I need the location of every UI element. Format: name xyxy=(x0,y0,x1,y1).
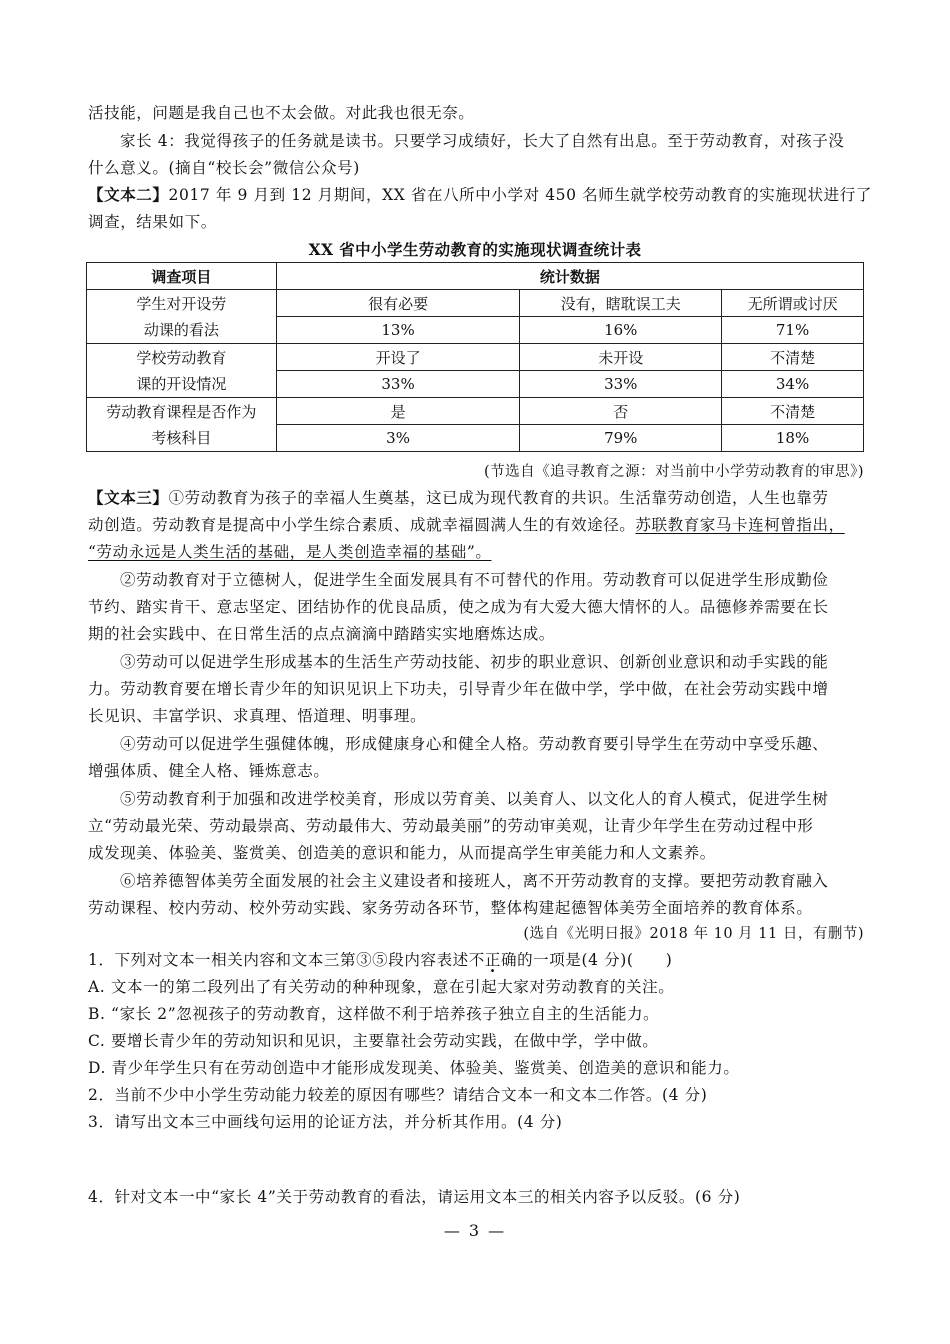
row-item: 学生对开设劳 动课的看法 xyxy=(87,290,277,344)
option-d: D. 青少年学生只有在劳动创造中才能形成发现美、体验美、鉴赏美、创造美的意识和能力。 xyxy=(88,1059,740,1077)
page-number: — 3 — xyxy=(443,1221,507,1240)
row-item: 劳动教育课程是否作为 考核科目 xyxy=(87,398,277,452)
text3-p2-line: 节约、踏实肯干、意志坚定、团结协作的优良品质，使之成为有大爱大德大情怀的人。品德修养需要在长 xyxy=(88,598,829,616)
emphasis-not-correct: 不正确 xyxy=(468,951,518,969)
cell-label: 否 xyxy=(520,398,722,425)
text2-label: 【文本二】 xyxy=(88,185,169,204)
text3-p2-line: ②劳动教育对于立德树人，促进学生全面发展具有不可替代的作用。劳动教育可以促进学生形成勤俭 xyxy=(120,571,829,589)
survey-table xyxy=(86,262,864,452)
text3-p3-line: 长见识、丰富学识、求真理、悟道理、明事理。 xyxy=(88,707,427,725)
text3-p5-line: 成发现美、体验美、鉴赏美、创造美的意识和能力，从而提高学生审美能力和人文素养。 xyxy=(88,844,716,862)
option-b: B. “家长 2”忽视孩子的劳动教育，这样做不利于培养孩子独立自主的生活能力。 xyxy=(88,1005,660,1023)
cell-value: 79% xyxy=(520,425,722,452)
cell-label: 是 xyxy=(276,398,520,425)
table-row xyxy=(87,290,864,317)
parent4-statement: 家长 4：我觉得孩子的任务就是读书。只要学习成绩好，长大了自然有出息。至于劳动教育，对孩子没 xyxy=(120,132,845,150)
text2-intro-line2: 调查，结果如下。 xyxy=(88,213,217,231)
text3-p3-line: 力。劳动教育要在增长青少年的知识见识上下功夫，引导青少年在做中学，学中做，在社会劳动实践中增 xyxy=(88,680,829,698)
question-1: 1．下列对文本一相关内容和文本三第③⑤段内容表述不正确的一项是(4 分)( ) xyxy=(88,951,673,969)
cell-value: 33% xyxy=(276,371,520,398)
cell-value: 13% xyxy=(276,317,520,344)
cell-label: 开设了 xyxy=(276,344,520,371)
text3-p4-line: 增强体质、健全人格、锤炼意志。 xyxy=(88,762,330,780)
table-row xyxy=(87,344,864,371)
text1-source-line: 什么意义。(摘自“校长会”微信公众号) xyxy=(88,159,360,177)
question-2: 2．当前不少中小学生劳动能力较差的原因有哪些？请结合文本一和文本二作答。(4 分) xyxy=(88,1086,708,1104)
cell-value: 18% xyxy=(722,425,864,452)
question-3: 3．请写出文本三中画线句运用的论证方法，并分析其作用。(4 分) xyxy=(88,1113,563,1131)
text3-p5-line: 立“劳动最光荣、劳动最崇高、劳动最伟大、劳动最美丽”的劳动审美观，让青少年学生在劳动过程中形 xyxy=(88,817,814,835)
cell-value: 33% xyxy=(520,371,722,398)
text1-line: 活技能，问题是我自己也不太会做。对此我也很无奈。 xyxy=(88,104,475,122)
text3-p4-line: ④劳动可以促进学生强健体魄，形成健康身心和健全人格。劳动教育要引导学生在劳动中享受乐趣、 xyxy=(120,735,829,753)
row-item: 学校劳动教育 课的开设情况 xyxy=(87,344,277,398)
table-row xyxy=(87,398,864,425)
text3-p5-line: ⑤劳动教育利于加强和改进学校美育，形成以劳育美、以美育人、以文化人的育人模式，促进学生树 xyxy=(120,790,829,808)
underlined-quote: “劳动永远是人类生活的基础，是人类创造幸福的基础”。 xyxy=(88,543,492,561)
cell-value: 3% xyxy=(276,425,520,452)
cell-label: 不清楚 xyxy=(722,398,864,425)
question-4: 4．针对文本一中“家长 4”关于劳动教育的看法，请运用文本三的相关内容予以反驳。(6 分) xyxy=(88,1188,741,1206)
cell-value: 71% xyxy=(722,317,864,344)
cell-label: 很有必要 xyxy=(276,290,520,317)
underlined-sentence: 苏联教育家马卡连柯曾指出， xyxy=(635,516,845,534)
text3-p1-line1: 【文本三】①劳动教育为孩子的幸福人生奠基，这已成为现代教育的共识。生活靠劳动创造，人生也靠劳 xyxy=(88,488,829,507)
table-title: XX 省中小学生劳动教育的实施现状调查统计表 xyxy=(308,240,642,259)
text3-p3-line: ③劳动可以促进学生形成基本的生活生产劳动技能、初步的职业意识、创新创业意识和动手实践的能 xyxy=(120,653,829,671)
cell-value: 16% xyxy=(520,317,722,344)
table-header-row xyxy=(87,263,864,290)
table-source: (节选自《追寻教育之源：对当前中小学劳动教育的审思》) xyxy=(483,464,864,480)
option-c: C. 要增长青少年的劳动知识和见识，主要靠社会劳动实践，在做中学，学中做。 xyxy=(88,1032,659,1050)
cell-value: 34% xyxy=(722,371,864,398)
text3-source: (选自《光明日报》2018 年 10 月 11 日，有删节) xyxy=(523,926,864,942)
cell-label: 无所谓或讨厌 xyxy=(722,290,864,317)
text3-p2-line: 期的社会实践中、在日常生活的点点滴滴中踏踏实实地磨炼达成。 xyxy=(88,625,555,643)
text3-p1-line2: 动创造。劳动教育是提高中小学生综合素质、成就幸福圆满人生的有效途径。苏联教育家马卡连柯曾指出， xyxy=(88,516,845,534)
text3-label: 【文本三】 xyxy=(88,488,169,507)
text3-p1-line3 xyxy=(88,542,868,562)
text3-p6-line: 劳动课程、校内劳动、校外劳动实践、家务劳动各环节，整体构建起德智体美劳全面培养的教育体系。 xyxy=(88,899,813,917)
header-item: 调查项目 xyxy=(87,263,277,290)
text3-p6-line: ⑥培养德智体美劳全面发展的社会主义建设者和接班人，离不开劳动教育的支撑。要把劳动教育融入 xyxy=(120,872,829,890)
text2-intro-line1 xyxy=(88,185,872,205)
cell-label: 未开设 xyxy=(520,344,722,371)
header-data: 统计数据 xyxy=(276,263,863,290)
text2-intro: 2017 年 9 月到 12 月期间，XX 省在八所中小学对 450 名师生就学校劳动教育的实施现状进行了 xyxy=(168,186,872,204)
cell-label: 没有，瞎耽误工夫 xyxy=(520,290,722,317)
cell-label: 不清楚 xyxy=(722,344,864,371)
option-a: A. 文本一的第二段列出了有关劳动的种种现象，意在引起大家对劳动教育的关注。 xyxy=(88,978,675,996)
